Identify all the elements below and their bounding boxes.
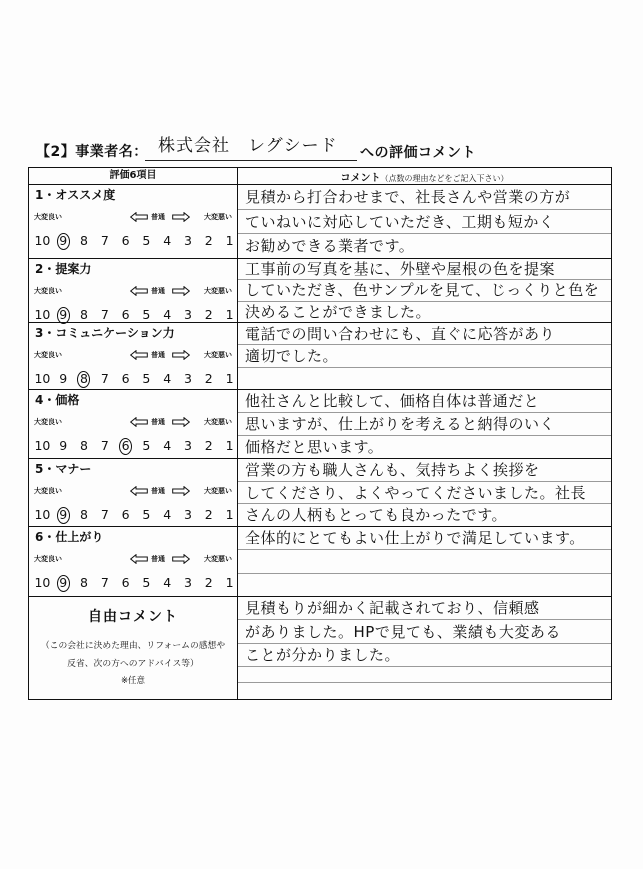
scale-very-good-label: 大変良い	[34, 555, 62, 563]
rating-scale-legend	[29, 211, 237, 223]
business-name-handwritten: 株式会社 レグシード	[158, 136, 338, 156]
score-number: 3	[184, 233, 192, 248]
comment-cell	[238, 259, 611, 322]
rating-cell	[29, 259, 237, 322]
scale-normal-label: 普通	[151, 287, 165, 295]
blank-ruled-line	[238, 667, 611, 683]
blank-ruled-line	[238, 574, 611, 596]
rating-item-title: 3・コミュニケーション力	[35, 326, 175, 340]
score-number: 4	[163, 507, 172, 522]
score-number: 7	[100, 371, 109, 386]
rating-scale-legend	[29, 285, 237, 297]
score-number: 6	[121, 233, 130, 248]
scale-very-bad-label: 大変悪い	[204, 351, 232, 359]
score-scale-numbers	[32, 574, 240, 592]
handwritten-comment-line: 工事前の写真を基に、外壁や屋根の色を提案	[238, 259, 611, 280]
score-number: 8	[80, 307, 88, 322]
handwritten-comment-line: 電話での問い合わせにも、直ぐに応答があり	[238, 323, 611, 345]
free-comment-row	[29, 596, 611, 698]
selected-score-number: 9	[53, 506, 74, 524]
right-arrow-icon	[172, 286, 190, 296]
blank-ruled-line	[238, 683, 611, 699]
selected-score-number: 9	[53, 232, 74, 250]
comment-cell	[238, 459, 611, 526]
score-number: 2	[204, 438, 213, 453]
left-arrow-icon	[130, 212, 148, 222]
score-number: 10	[34, 371, 51, 386]
scale-normal-label: 普通	[151, 555, 165, 563]
score-number: 5	[142, 233, 151, 248]
score-number: 3	[184, 438, 192, 453]
scale-normal-label: 普通	[151, 418, 165, 426]
score-number: 9	[59, 371, 68, 386]
score-number: 10	[34, 233, 51, 248]
handwritten-comment-line: 価格だと思います。	[245, 438, 384, 456]
rating-item-title: 4・価格	[35, 393, 80, 407]
scale-normal-label: 普通	[151, 487, 165, 495]
blank-ruled-line	[238, 550, 611, 573]
score-number: 10	[34, 307, 51, 322]
comment-header-note: （点数の理由などをご記入下さい）	[380, 174, 509, 183]
rating-item-title: 6・仕上がり	[35, 530, 104, 544]
rating-cell	[29, 527, 237, 596]
scale-normal-label: 普通	[151, 213, 165, 221]
rating-cell	[29, 459, 237, 526]
score-number: 2	[204, 307, 213, 322]
rating-cell	[29, 323, 237, 389]
score-number: 2	[204, 507, 213, 522]
rating-row-proposal	[29, 258, 611, 322]
scale-very-bad-label: 大変悪い	[204, 487, 232, 495]
scale-very-good-label: 大変良い	[34, 213, 62, 221]
score-scale-numbers	[32, 506, 240, 524]
left-arrow-icon	[130, 286, 148, 296]
handwritten-comment-line: 決めることができました。	[245, 302, 432, 321]
scale-very-bad-label: 大変悪い	[204, 287, 232, 295]
score-number: 1	[225, 233, 234, 248]
handwritten-comment-line: 見積もりが細かく記載されており、信頼感	[238, 597, 611, 620]
handwritten-comment-line: 思いますが、仕上がりを考えると納得のいく	[238, 413, 611, 436]
rating-row-communication	[29, 322, 611, 389]
score-number: 5	[142, 438, 151, 453]
selected-score-number: 9	[53, 306, 74, 324]
score-number: 8	[80, 233, 88, 248]
handwritten-comment-line: 他社さんと比較して、価格自体は普通だと	[238, 390, 611, 413]
comment-cell	[238, 527, 611, 596]
right-arrow-icon	[172, 350, 190, 360]
score-number: 4	[163, 371, 172, 386]
rating-scale-legend	[29, 349, 237, 361]
score-number: 4	[163, 307, 172, 322]
handwritten-comment-line: がありました。HPで見ても、業績も大変ある	[238, 620, 611, 644]
score-number: 8	[80, 507, 88, 522]
score-number: 8	[80, 575, 88, 590]
score-number: 1	[225, 371, 234, 386]
rating-item-title: 5・マナー	[35, 462, 92, 476]
rating-cell	[29, 390, 237, 458]
score-number: 7	[100, 575, 109, 590]
score-scale-numbers	[32, 370, 240, 388]
rating-scale-legend	[29, 553, 237, 565]
handwritten-comment-line: 全体的にとてもよい仕上がりで満足しています。	[238, 527, 611, 550]
items-column-header: 評価6項目	[109, 170, 157, 181]
right-arrow-icon	[172, 486, 190, 496]
score-number: 1	[225, 575, 234, 590]
comment-cell	[238, 390, 611, 458]
selected-score-number: 6	[115, 437, 136, 455]
score-number: 1	[225, 507, 234, 522]
rating-row-recommendation	[29, 184, 611, 258]
score-number: 6	[121, 575, 130, 590]
blank-ruled-line	[238, 368, 611, 389]
right-arrow-icon	[172, 554, 190, 564]
free-comment-description-line: 反省、次の方へのアドバイス等）	[67, 659, 199, 669]
score-number: 9	[59, 438, 68, 453]
handwritten-comment-line: してくださり、よくやってくださいました。社長	[238, 482, 611, 505]
scale-very-good-label: 大変良い	[34, 418, 62, 426]
score-number: 2	[204, 371, 213, 386]
score-number: 7	[100, 307, 109, 322]
selected-score-number: 9	[53, 574, 74, 592]
free-comment-description-line: （この会社に決めた理由、リフォームの感想や	[40, 641, 226, 651]
table-header-row	[29, 168, 611, 184]
rating-cell	[29, 185, 237, 258]
optional-note: ※任意	[120, 676, 146, 686]
score-number: 8	[80, 438, 88, 453]
score-number: 4	[163, 575, 172, 590]
scale-very-bad-label: 大変悪い	[204, 418, 232, 426]
left-arrow-icon	[130, 417, 148, 427]
scale-very-good-label: 大変良い	[34, 487, 62, 495]
score-number: 1	[225, 438, 234, 453]
rating-item-title: 2・提案力	[35, 262, 92, 276]
score-scale-numbers	[32, 232, 240, 250]
scale-normal-label: 普通	[151, 351, 165, 359]
score-number: 7	[100, 233, 109, 248]
left-arrow-icon	[130, 350, 148, 360]
scale-very-bad-label: 大変悪い	[204, 213, 232, 221]
handwritten-comment-line: ていねいに対応していただき、工期も短かく	[238, 210, 611, 235]
score-number: 3	[184, 371, 192, 386]
rating-scale-legend	[29, 485, 237, 497]
right-arrow-icon	[172, 212, 190, 222]
right-arrow-icon	[172, 417, 190, 427]
rating-row-finish	[29, 526, 611, 596]
handwritten-comment-line: 見積から打合わせまで、社長さんや営業の方が	[238, 185, 611, 210]
scale-very-good-label: 大変良い	[34, 351, 62, 359]
score-number: 3	[184, 507, 192, 522]
business-name-label: 【2】事業者名：	[36, 144, 148, 160]
handwritten-comment-line: 適切でした。	[238, 345, 611, 367]
scale-very-bad-label: 大変悪い	[204, 555, 232, 563]
scale-very-good-label: 大変良い	[34, 287, 62, 295]
score-number: 4	[163, 438, 172, 453]
business-name-underline	[145, 160, 357, 161]
handwritten-comment-line: さんの人柄もとっても良かったです。	[245, 506, 508, 525]
rating-scale-legend	[29, 416, 237, 428]
comment-cell	[238, 185, 611, 258]
score-number: 3	[184, 575, 192, 590]
handwritten-comment-line: 営業の方も職人さんも、気持ちよく挨拶を	[238, 459, 611, 482]
comment-header-label: コメント	[340, 173, 381, 184]
comment-column-header	[238, 168, 611, 184]
rating-item-title: 1・オススメ度	[35, 188, 116, 202]
handwritten-comment-line: ことが分かりました。	[238, 644, 611, 667]
free-comment-label-cell	[29, 597, 237, 698]
evaluation-table	[28, 167, 612, 700]
left-arrow-icon	[130, 554, 148, 564]
free-comment-title: 自由コメント	[88, 609, 178, 625]
score-number: 4	[163, 233, 172, 248]
score-number: 6	[121, 371, 130, 386]
handwritten-comment-line: お勧めできる業者です。	[245, 237, 415, 256]
evaluation-comment-label: への評価コメント	[360, 145, 476, 161]
score-number: 5	[142, 307, 151, 322]
free-comment-description	[29, 637, 237, 673]
handwritten-comment-line: していただき、色サンプルを見て、じっくりと色を	[238, 280, 611, 301]
left-arrow-icon	[130, 486, 148, 496]
rating-row-price	[29, 389, 611, 458]
score-number: 7	[100, 438, 109, 453]
score-number: 7	[100, 507, 109, 522]
score-number: 6	[121, 507, 130, 522]
free-comment-cell	[238, 597, 611, 698]
score-number: 5	[142, 575, 151, 590]
score-number: 10	[34, 507, 51, 522]
score-number: 5	[142, 371, 151, 386]
score-number: 10	[34, 575, 51, 590]
score-scale-numbers	[32, 437, 240, 455]
score-number: 3	[184, 307, 192, 322]
score-number: 10	[34, 438, 51, 453]
selected-score-number: 8	[74, 370, 95, 388]
comment-cell	[238, 323, 611, 389]
rating-row-manners	[29, 458, 611, 526]
score-number: 6	[121, 307, 130, 322]
score-number: 1	[225, 307, 234, 322]
score-number: 2	[204, 233, 213, 248]
score-number: 5	[142, 507, 151, 522]
score-number: 2	[204, 575, 213, 590]
